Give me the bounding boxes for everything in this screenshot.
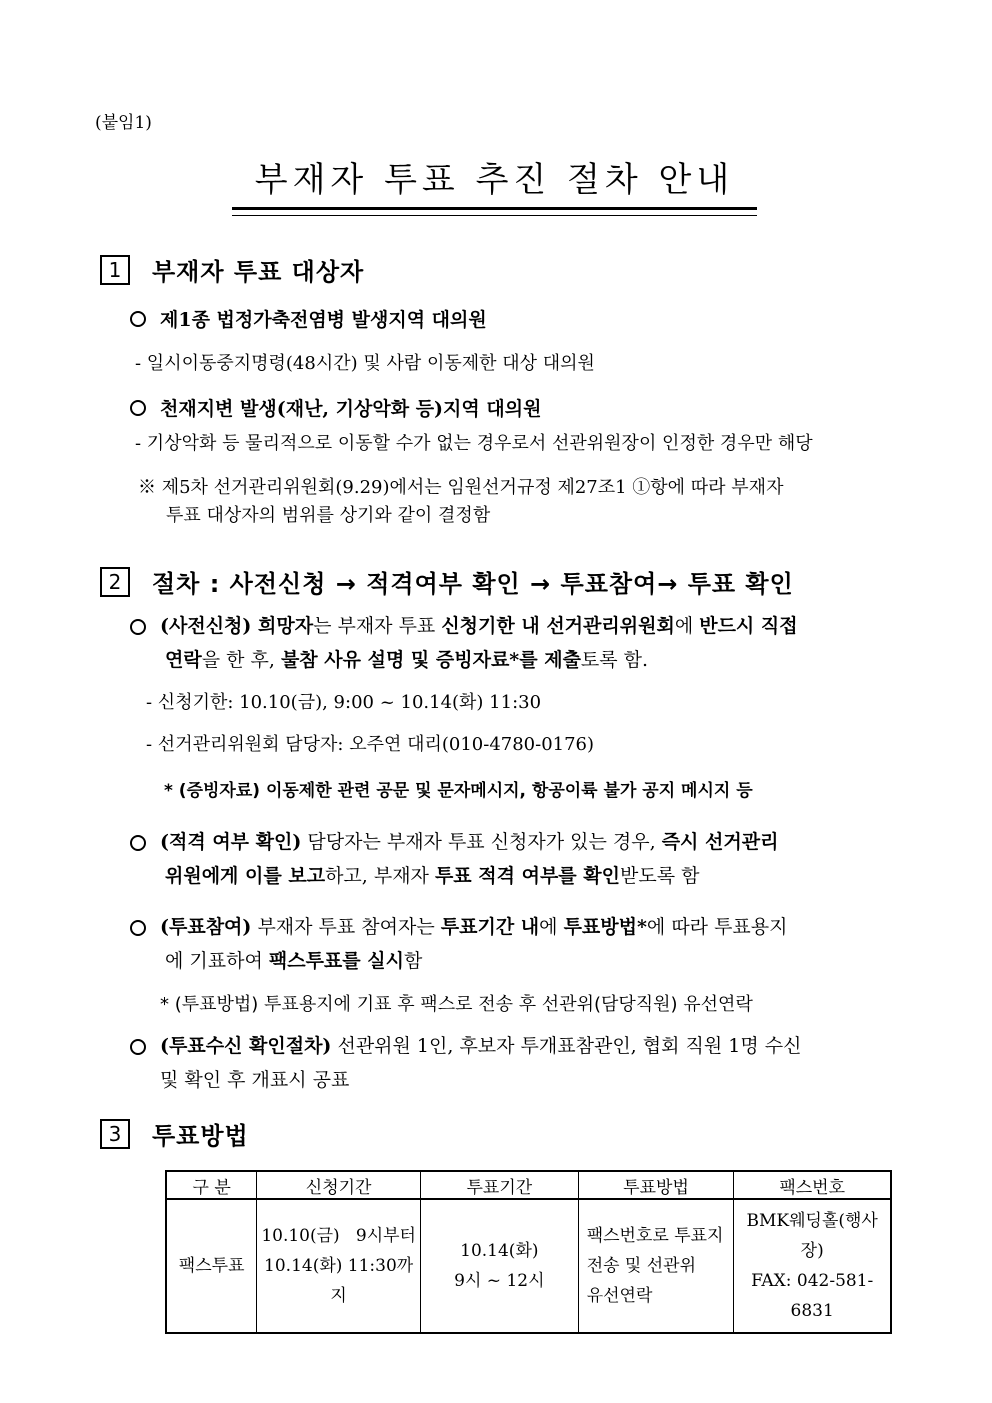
title-underline xyxy=(232,215,757,216)
text: 담당자는 부재자 투표 신청자가 있는 경우, xyxy=(301,831,662,853)
bullet-text: 천재지변 발생(재난, 기상악화 등)지역 대의원 xyxy=(160,398,542,420)
text: 는 부재자 투표 xyxy=(313,615,442,637)
bullet-participate xyxy=(130,910,895,978)
column-header: 투표방법 xyxy=(578,1171,734,1199)
text-strong: (적격 여부 확인) xyxy=(160,831,302,853)
contact-line: - 선거관리위원회 담당자: 오주연 대리(010-4780-0176) xyxy=(146,734,595,755)
text-strong: 투표방법* xyxy=(563,916,647,938)
column-header: 팩스번호 xyxy=(734,1171,891,1199)
text: 받도록 함 xyxy=(619,865,700,887)
text-strong: 위원에게 이를 보고 xyxy=(165,865,326,887)
page-title: 부재자 투표 추진 절차 안내 xyxy=(232,152,757,210)
cell-vote-method xyxy=(578,1199,734,1333)
voting-method-table xyxy=(165,1170,892,1334)
bullet-eligibility xyxy=(130,825,895,893)
text-strong: 연락 xyxy=(165,649,202,671)
cell-apply-period xyxy=(257,1199,421,1333)
text: 하고, 부재자 xyxy=(325,865,435,887)
text: 에 따라 투표용지 xyxy=(646,916,788,938)
cell-vote-period xyxy=(420,1199,578,1333)
note-line: ※ 제5차 선거관리위원회(9.29)에서는 임원선거규정 제27조1 ①항에 따라 부재자 xyxy=(138,477,784,498)
text-strong: 즉시 선거관리 xyxy=(661,831,779,853)
text: 을 한 후, xyxy=(201,649,281,671)
text: 함 xyxy=(403,950,423,972)
text-strong: 반드시 직접 xyxy=(699,615,798,637)
cell-line: FAX: 042-581-6831 xyxy=(751,1271,874,1321)
evidence-note: * (증빙자료) 이동제한 관련 공문 및 문자메시지, 항공이륙 불가 공지 메시지 등 xyxy=(164,781,753,801)
circle-bullet-icon xyxy=(130,311,146,327)
section-3-header xyxy=(100,1116,249,1151)
cell-type: 팩스투표 xyxy=(166,1199,257,1333)
bullet-item xyxy=(130,394,541,421)
circle-bullet-icon xyxy=(130,619,146,635)
section-title: 절차 : 사전신청 → 적격여부 확인 → 투표참여→ 투표 확인 xyxy=(152,570,794,598)
text-strong: (투표수신 확인절차) xyxy=(160,1035,332,1057)
column-header: 구 분 xyxy=(166,1171,257,1199)
circle-bullet-icon xyxy=(130,835,146,851)
section-number: 3 xyxy=(100,1119,130,1149)
cell-line: 전송 및 선관위 xyxy=(586,1256,697,1276)
text-strong: 불참 사유 설명 및 증빙자료*를 제출 xyxy=(280,649,581,671)
section-number: 1 xyxy=(100,255,130,285)
section-title: 투표방법 xyxy=(152,1122,249,1150)
sub-item: - 기상악화 등 물리적으로 이동할 수가 없는 경우로서 선관위원장이 인정한 경우만 해당 xyxy=(135,433,813,454)
column-header: 신청기간 xyxy=(257,1171,421,1199)
text: 토록 함. xyxy=(580,649,649,671)
section-2-header xyxy=(100,564,794,599)
document-title-block xyxy=(232,152,757,210)
section-1-header xyxy=(100,252,364,287)
cell-line: 팩스번호로 투표지 xyxy=(586,1226,724,1246)
text-strong: 투표기간 내 xyxy=(440,916,540,938)
bullet-confirm xyxy=(130,1029,895,1097)
text-strong: 투표 적격 여부를 확인 xyxy=(434,865,620,887)
cell-fax-number xyxy=(734,1199,891,1333)
table-row xyxy=(166,1199,891,1333)
text-strong: 팩스투표를 실시 xyxy=(268,950,404,972)
circle-bullet-icon xyxy=(130,1039,146,1055)
method-note: * (투표방법) 투표용지에 기표 후 팩스로 전송 후 선관위(담당직원) 유선연락 xyxy=(160,994,753,1015)
text: 부재자 투표 참여자는 xyxy=(251,916,441,938)
text: 선관위원 1인, 후보자 투개표참관인, 협회 직원 1명 수신 xyxy=(331,1035,802,1057)
cell-line: 10.14(화) 11:30까지 xyxy=(264,1256,414,1306)
section-number: 2 xyxy=(100,567,130,597)
cell-line: 10.14(화) xyxy=(460,1241,539,1261)
circle-bullet-icon xyxy=(130,400,146,416)
cell-line: 9시 ~ 12시 xyxy=(454,1271,545,1291)
text: 및 확인 후 개표시 공표 xyxy=(160,1069,350,1091)
bullet-text: 제1종 법정가축전염병 발생지역 대의원 xyxy=(160,309,487,331)
table-header-row xyxy=(166,1171,891,1199)
bullet-apply xyxy=(130,609,895,677)
cell-line: 10.10(금) 9시부터 xyxy=(261,1226,416,1246)
cell-line: BMK웨딩홀(행사장) xyxy=(746,1211,878,1261)
text: 에 xyxy=(674,615,700,637)
circle-bullet-icon xyxy=(130,920,146,936)
attachment-label: (붙임1) xyxy=(95,113,152,133)
sub-item: - 일시이동중지명령(48시간) 및 사람 이동제한 대상 대의원 xyxy=(135,353,595,374)
note-line: 투표 대상자의 범위를 상기와 같이 결정함 xyxy=(166,505,491,526)
column-header: 투표기간 xyxy=(420,1171,578,1199)
text-strong: (투표참여) xyxy=(160,916,252,938)
apply-label: (사전신청) 희망자 xyxy=(160,615,314,637)
section-title: 부재자 투표 대상자 xyxy=(152,258,365,286)
bullet-item xyxy=(130,305,487,332)
text: 에 기표하여 xyxy=(165,950,269,972)
text-strong: 신청기한 내 선거관리위원회 xyxy=(441,615,675,637)
text: 에 xyxy=(539,916,564,938)
deadline-line: - 신청기한: 10.10(금), 9:00 ~ 10.14(화) 11:30 xyxy=(146,692,542,713)
cell-line: 유선연락 xyxy=(586,1286,653,1306)
